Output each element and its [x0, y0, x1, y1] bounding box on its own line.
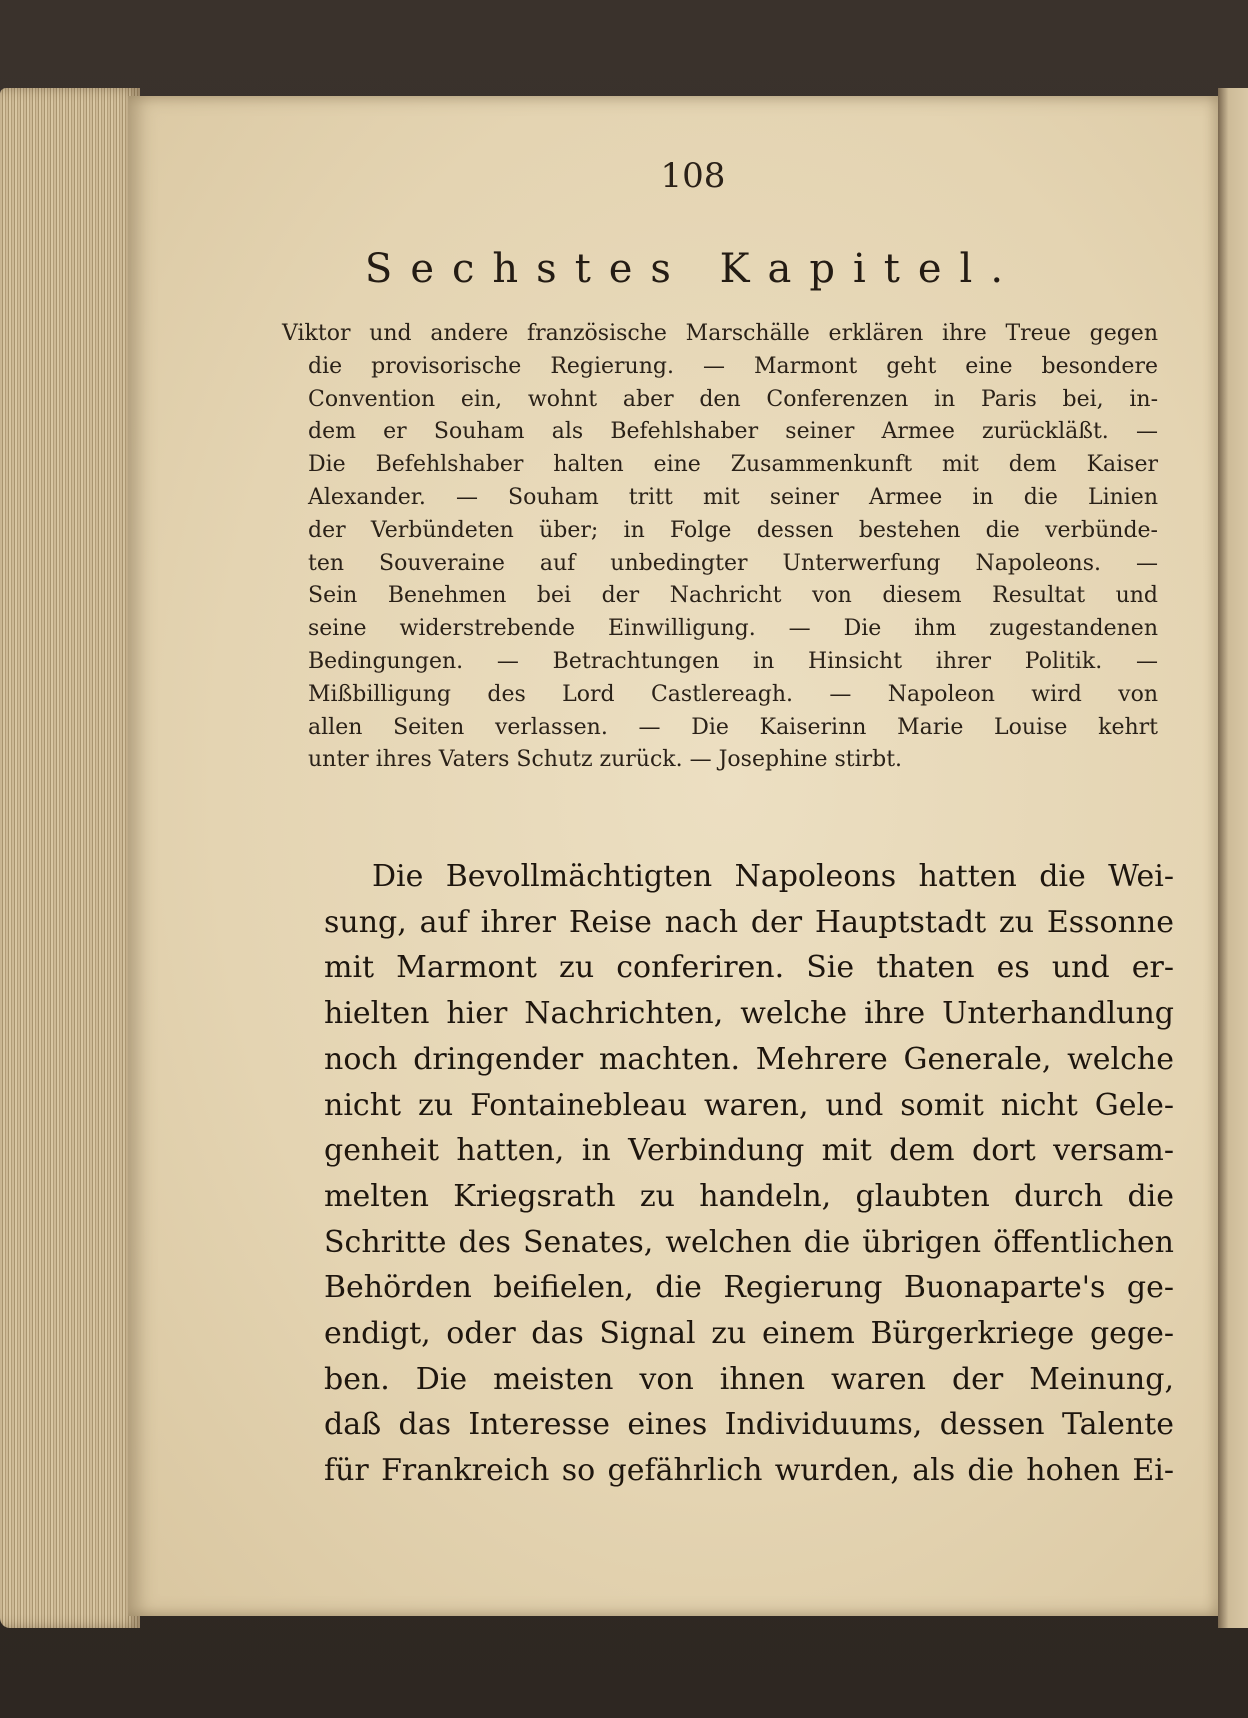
- body-line: ben. Die meisten von ihnen waren der Meinung,: [324, 1361, 1174, 1397]
- body-line: daß das Interesse eines Individuums, dessen Talente: [324, 1407, 1174, 1443]
- book-page: [128, 96, 1218, 1616]
- summary-line: dem er Souham als Befehlshaber seiner Armee zurückläßt. —: [308, 419, 1158, 445]
- summary-line: Convention ein, wohnt aber den Conferenzen in Paris bei, in-: [308, 386, 1158, 412]
- body-line: noch dringender machten. Mehrere Generale, welche: [324, 1041, 1174, 1077]
- page-number: 108: [660, 156, 726, 196]
- body-line: melten Kriegsrath zu handeln, glaubten durch die: [324, 1178, 1174, 1214]
- summary-line: Alexander. — Souham tritt mit seiner Armee in die Linien: [308, 484, 1158, 510]
- summary-line: die provisorische Regierung. — Marmont geht eine besondere: [308, 353, 1158, 379]
- body-line: hielten hier Nachrichten, welche ihre Unterhandlung: [324, 996, 1174, 1032]
- stacked-page-edges: [0, 88, 140, 1628]
- body-line: mit Marmont zu conferiren. Sie thaten es und er-: [324, 950, 1174, 986]
- facing-page-edge: [1218, 88, 1248, 1628]
- summary-line: Viktor und andere französische Marschälle erklären ihre Treue gegen: [282, 321, 1158, 346]
- chapter-summary: [282, 318, 1158, 777]
- summary-line: unter ihres Vaters Schutz zurück. — Josephine stirbt.: [308, 747, 903, 773]
- summary-line: der Verbündeten über; in Folge dessen bestehen die verbünde-: [308, 517, 1158, 543]
- body-line: Schritte des Senates, welchen die übrigen öffentlichen: [324, 1224, 1174, 1260]
- summary-line: Bedingungen. — Betrachtungen in Hinsicht ihrer Politik. —: [308, 648, 1158, 674]
- summary-line: Sein Benehmen bei der Nachricht von diesem Resultat und: [308, 583, 1158, 609]
- summary-line: ten Souveraine auf unbedingter Unterwerfung Napoleons. —: [308, 550, 1158, 576]
- body-line: für Frankreich so gefährlich wurden, als die hohen Ei-: [324, 1453, 1174, 1489]
- body-line: Behörden beifielen, die Regierung Buonaparte's ge-: [324, 1270, 1174, 1306]
- summary-line: allen Seiten verlassen. — Die Kaiserinn Marie Louise kehrt: [308, 714, 1158, 740]
- body-line: sung, auf ihrer Reise nach der Hauptstadt zu Essonne: [324, 904, 1174, 940]
- summary-line: seine widerstrebende Einwilligung. — Die ihm zugestandenen: [308, 616, 1158, 642]
- body-line: genheit hatten, in Verbindung mit dem dort versam-: [324, 1133, 1174, 1169]
- summary-line: Mißbilligung des Lord Castlereagh. — Napoleon wird von: [308, 681, 1158, 707]
- chapter-title: Sechstes Kapitel.: [364, 246, 1022, 292]
- summary-line: Die Befehlshaber halten eine Zusammenkunft mit dem Kaiser: [308, 452, 1158, 478]
- body-paragraph: [324, 854, 1174, 1494]
- body-line: nicht zu Fontainebleau waren, und somit nicht Gele-: [324, 1087, 1174, 1123]
- body-line: Die Bevollmächtigten Napoleons hatten die Wei-: [372, 859, 1174, 894]
- body-line: endigt, oder das Signal zu einem Bürgerkriege gege-: [324, 1316, 1174, 1352]
